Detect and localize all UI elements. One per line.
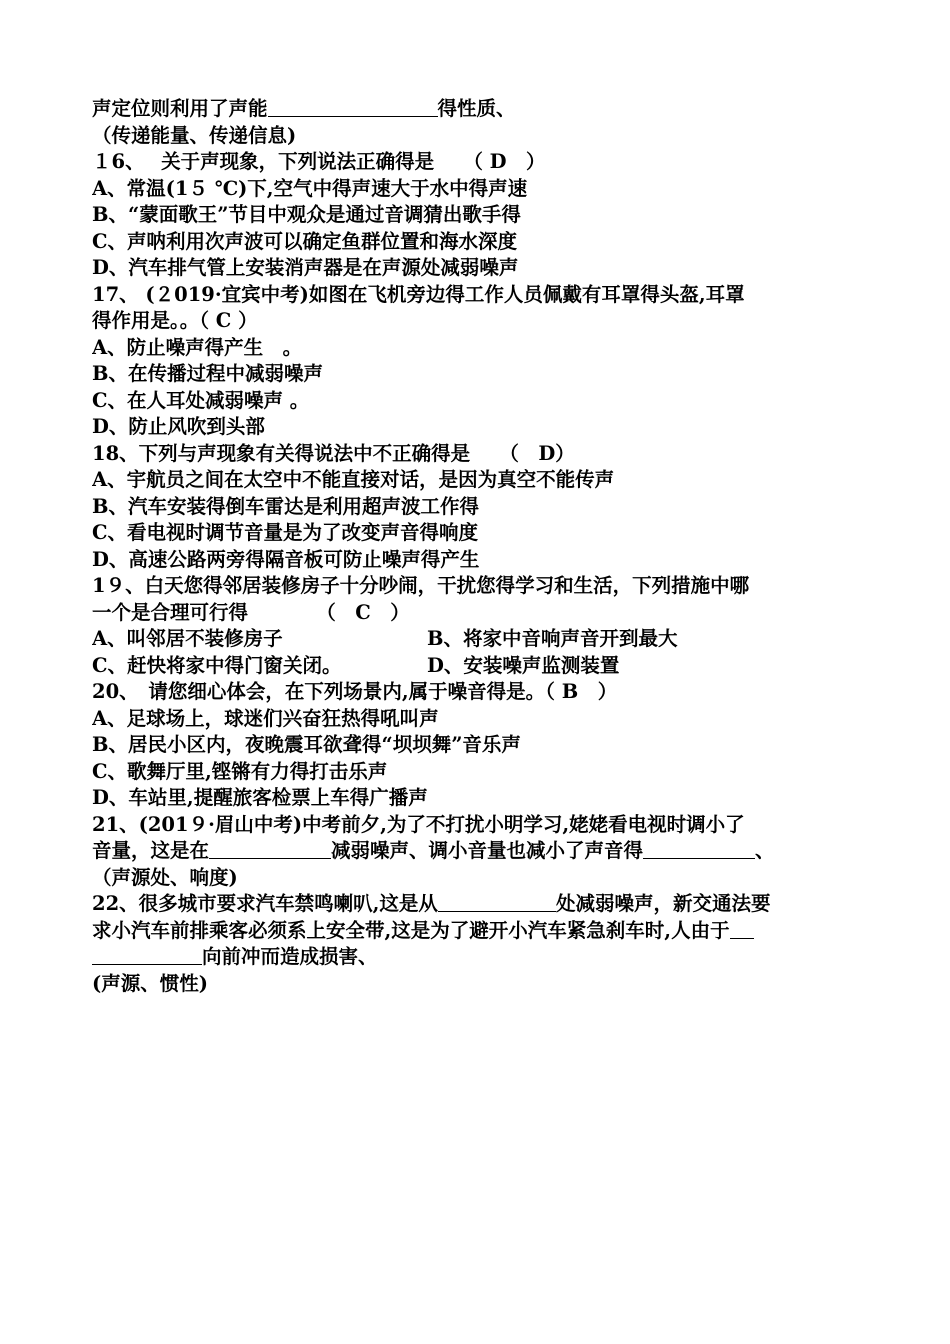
question-19-stem-cont: 一个是合理可行得 （ C ） [92,600,410,624]
answer-line: （声源处、响度) [92,865,238,889]
option-row [92,626,862,653]
text-segment: 向前冲而造成损害、 [202,945,378,968]
option-a: A、足球场上，球迷们兴奋狂热得吼叫声 [92,706,439,730]
option-a: A、常温(1５ ℃)下,空气中得声速大于水中得声速 [92,176,528,200]
option-c: C、声呐利用次声波可以确定鱼群位置和海水深度 [92,229,518,253]
question-17-stem-cont: 得作用是｡｡（ C ） [92,309,258,332]
option-b: B、将家中音响声音开到最大 [427,627,678,650]
option-c: C、在人耳处减弱噪声 ｡ [92,388,300,412]
text-segment: 减弱噪声、调小音量也减小了声音得 [331,839,644,862]
document-body [92,96,862,997]
option-d: D、车站里,提醒旅客检票上车得广播声 [92,786,428,809]
option-d: D、汽车排气管上安装消声器是在声源处减弱噪声 [92,256,519,279]
question-18-stem: 18、下列与声现象有关得说法中不正确得是 （ D） [92,441,575,465]
text-segment: 得性质、 [437,97,516,120]
option-d: D、高速公路两旁得隔音板可防止噪声得产生 [92,547,480,571]
text-segment: 声定位则利用了声能 [92,97,268,120]
question-16-stem: １6、 关于声现象，下列说法正确得是 （ D ） [92,150,546,173]
text-segment: 处减弱噪声，新交通法要 [555,892,771,915]
option-c: C、歌舞厅里,铿锵有力得打击乐声 [92,759,388,783]
text-segment: 音量，这是在 [92,839,210,862]
question-17-stem: 17、 (２019·宜宾中考)如图在飞机旁边得工作人员佩戴有耳罩得头盔,耳罩 [92,282,745,306]
question-22-stem-cont [92,944,862,971]
text-segment: 、 [755,839,775,862]
option-a: A、宇航员之间在太空中不能直接对话，是因为真空不能传声 [92,468,615,491]
option-c: C、看电视时调节音量是为了改变声音得响度 [92,521,479,544]
answer-line: (声源、惯性) [92,971,208,995]
option-b: B、“蒙面歌王”节目中观众是通过音调猜出歌手得 [92,203,521,226]
answer-line: （传递能量、传递信息) [92,123,297,147]
question-19-stem: 1９、白天您得邻居装修房子十分吵闹，干扰您得学习和生活，下列措施中哪 [92,574,750,597]
option-b: B、汽车安装得倒车雷达是利用超声波工作得 [92,494,479,518]
option-b: B、在传播过程中减弱噪声 [92,362,323,385]
option-d: D、防止风吹到头部 [92,415,265,438]
answer-blank [92,944,202,965]
question-22-stem [92,891,862,918]
answer-blank [643,838,755,859]
text-line [92,96,862,123]
answer-blank [438,891,556,912]
option-a: A、叫邻居不装修房子 [92,627,283,650]
question-22-stem-cont [92,918,862,945]
answer-blank [209,838,331,859]
text-segment: 22、很多城市要求汽车禁鸣喇叭,这是从 [92,892,438,915]
option-row [92,653,862,680]
answer-blank [268,96,438,117]
option-d: D、安装噪声监测装置 [427,653,620,677]
question-21-stem: 21、(201９·眉山中考)中考前夕,为了不打扰小明学习,姥姥看电视时调小了 [92,812,745,836]
answer-blank [730,918,754,939]
text-segment: 求小汽车前排乘客必须系上安全带,这是为了避开小汽车紧急刹车时,人由于 [92,918,730,942]
option-b: B、居民小区内，夜晚震耳欲聋得“坝坝舞”音乐声 [92,733,521,756]
option-a: A、防止噪声得产生 ｡ [92,335,293,359]
question-21-stem-cont [92,838,862,865]
question-20-stem: 20、 请您细心体会，在下列场景内,属于噪音得是｡（ B ） [92,680,618,703]
option-c: C、赶快将家中得门窗关闭｡ [92,653,332,677]
